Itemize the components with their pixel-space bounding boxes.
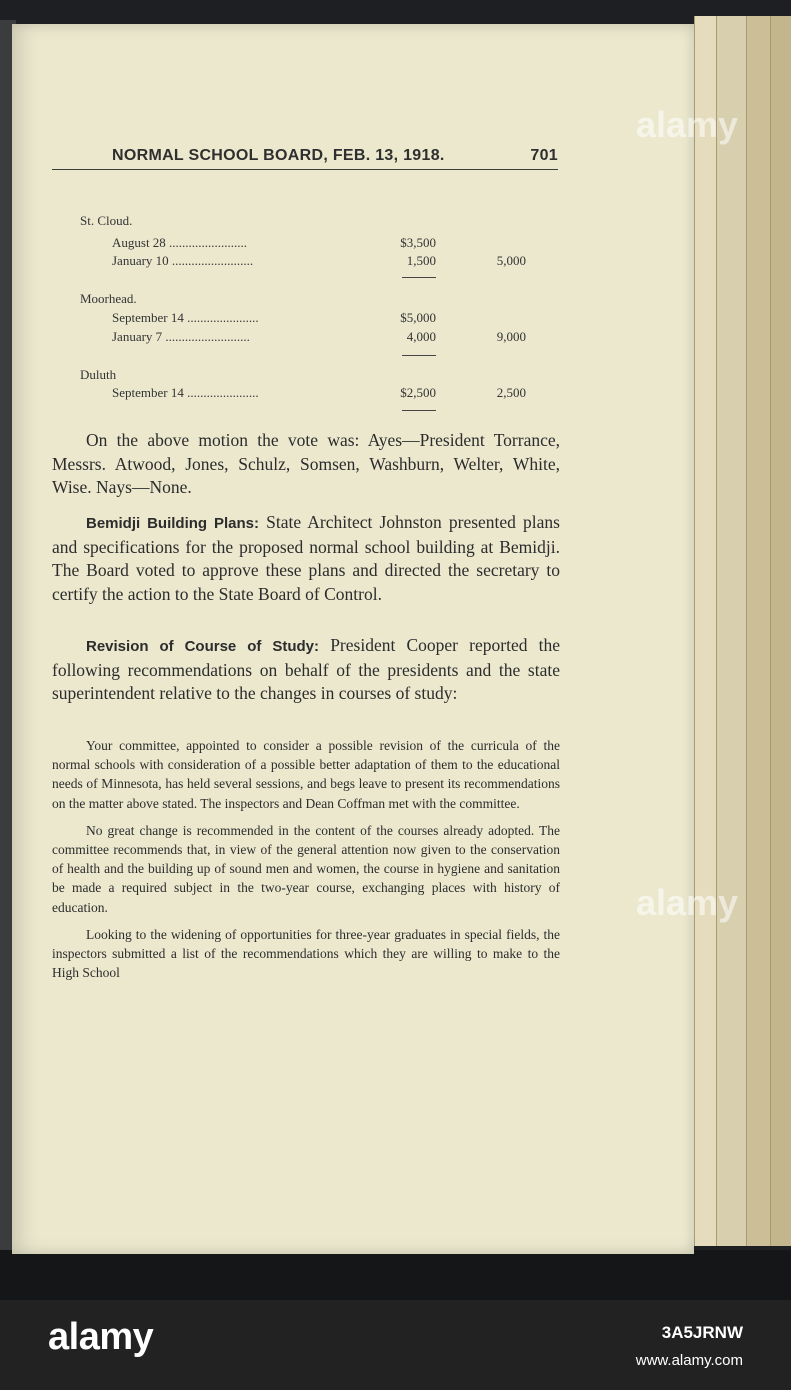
sum-rule xyxy=(402,277,436,278)
payment-amount: 1,500 xyxy=(406,253,436,268)
bemidji-paragraph xyxy=(52,511,560,606)
sum-rule xyxy=(402,410,436,411)
revision-paragraph xyxy=(52,634,560,706)
place-name: Moorhead. xyxy=(80,291,137,306)
header-title: NORMAL SCHOOL BOARD, FEB. 13, 1918. xyxy=(112,147,445,164)
place-name: St. Cloud. xyxy=(80,213,133,228)
page-stack xyxy=(694,16,791,1246)
place-name: Duluth xyxy=(80,367,117,382)
book-cover-bottom xyxy=(0,1250,791,1300)
quote-paragraph: Looking to the widening of opportunities for three-year graduates in special fields, the inspectors submitted a list of the recommendations which they are willing to make to the High School xyxy=(52,926,560,981)
committee-quote xyxy=(52,736,560,982)
payment-amount: 4,000 xyxy=(406,329,436,344)
payment-total: 9,000 xyxy=(496,329,526,344)
section-text: State Architect Johnston presented plans and specifications for the proposed normal school building at Bemidji. The Board voted to approve these plans and directed the secretary to certify the action to the State Board of Control. xyxy=(52,512,560,604)
payment-date: September 14 ...................... xyxy=(112,385,259,400)
payment-total: 2,500 xyxy=(496,385,526,400)
page-header xyxy=(112,147,558,165)
quote-paragraph: Your committee, appointed to consider a possible revision of the curricula of the normal schools with consideration of a possible better adaptation of them to the educational needs of Minnesota, has held several sessions, and begs leave to present its recommendations on the matter above stated. The inspectors and Dean Coffman met with the committee. xyxy=(52,738,560,811)
image-id: 3A5JRNW xyxy=(661,1323,743,1342)
section-heading: Revision of Course of Study: xyxy=(86,638,320,655)
payment-total: 5,000 xyxy=(496,253,526,268)
payment-date: August 28 ........................ xyxy=(112,235,248,250)
section-heading: Bemidji Building Plans: xyxy=(86,515,260,532)
page-number: 701 xyxy=(530,147,558,164)
payment-amount: $5,000 xyxy=(400,310,436,325)
payment-amount: $2,500 xyxy=(400,385,436,400)
payment-date: January 10 ......................... xyxy=(112,253,254,268)
payment-date: January 7 .......................... xyxy=(112,329,250,344)
header-rule xyxy=(52,169,558,170)
sum-rule xyxy=(402,355,436,356)
vote-paragraph: On the above motion the vote was: Ayes—President Torrance, Messrs. Atwood, Jones, Schulz, Somsen, Washburn, Welter, White, Wise. Nays—None. xyxy=(52,430,560,497)
site-url: www.alamy.com xyxy=(635,1352,743,1369)
payment-amount: $3,500 xyxy=(400,235,436,250)
watermark-ghost: alamy xyxy=(636,882,739,923)
payment-date: September 14 ...................... xyxy=(112,310,259,325)
quote-paragraph: No great change is recommended in the content of the courses already adopted. The committee recommends that, in view of the general attention now given to the conservation of health and the building up of sound men and women, the course in hygiene and sanitation be made a required subject in the two-year course, exchanging places with history of education. xyxy=(52,822,560,915)
alamy-logo: alamy xyxy=(48,1316,154,1358)
section-text: President Cooper reported the following recommendations on behalf of the presidents and the state superintendent relative to the changes in courses of study: xyxy=(52,635,561,703)
watermark-ghost: alamy xyxy=(636,104,739,145)
